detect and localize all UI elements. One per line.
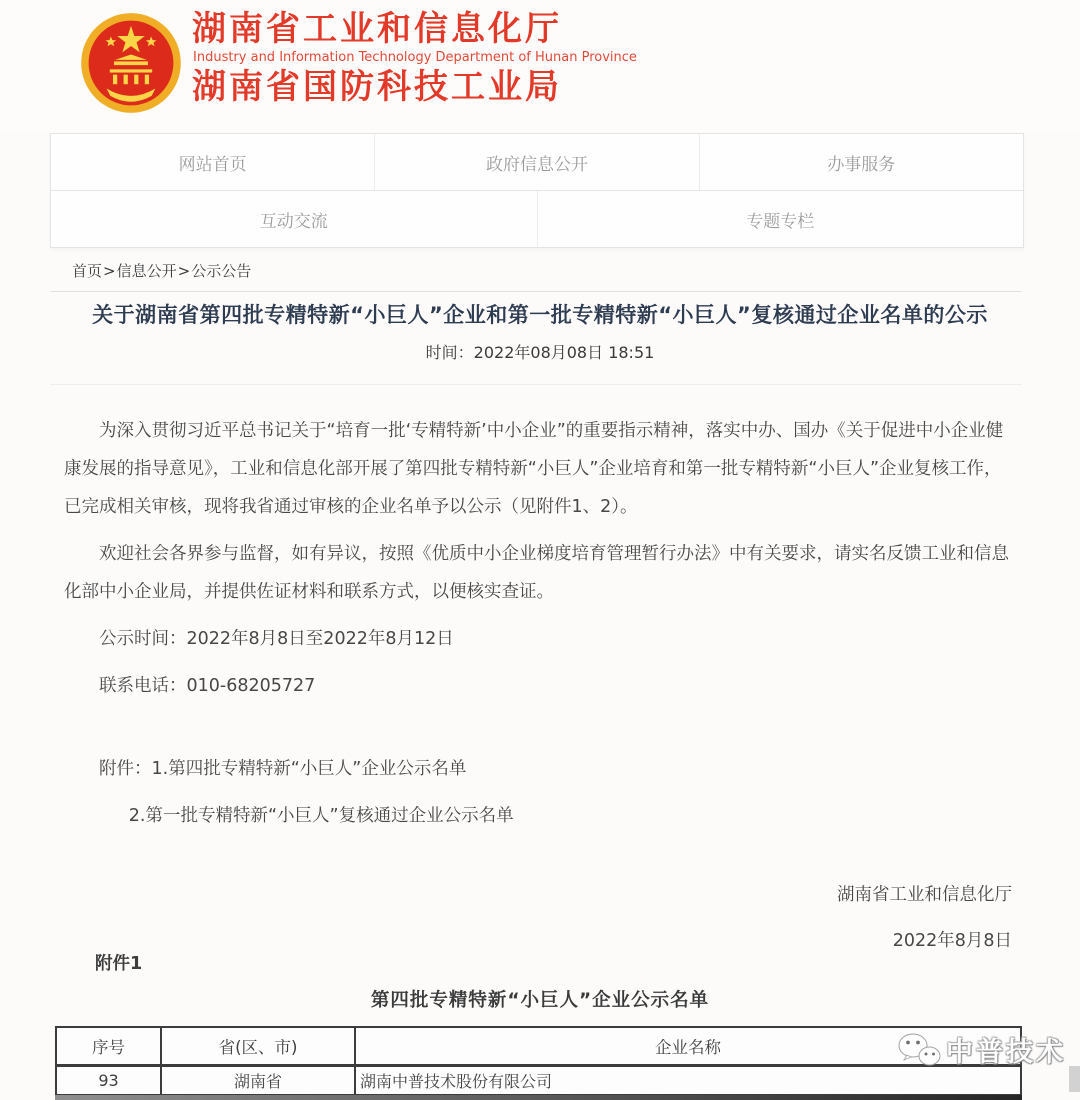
breadcrumb-separator: > bbox=[177, 262, 191, 280]
org-title-english: Industry and Information Technology Department of Hunan Province bbox=[193, 50, 637, 65]
article-body bbox=[64, 412, 1016, 844]
contact-phone: 联系电话：010-68205727 bbox=[99, 676, 316, 696]
nav-item-special-topics[interactable]: 专题专栏 bbox=[746, 211, 815, 232]
table-cell-region: 湖南省 bbox=[161, 1066, 355, 1096]
table-header-index: 序号 bbox=[56, 1027, 161, 1066]
spacer bbox=[64, 714, 1016, 750]
table-cell-index: 93 bbox=[56, 1066, 161, 1096]
breadcrumb-item-info-disclosure[interactable]: 信息公开 bbox=[116, 262, 177, 280]
body-paragraph-1: 为深入贯彻习近平总书记关于“培育一批‘专精特新’中小企业”的重要指示精神，落实中办、国办《关于促进中小企业健康发展的指导意见》，工业和信息化部开展了第四批专精特新“小巨人”企业培育和第一批专精特新“小巨人”企业复核工作，已完成相关审核，现将我省通过审核的企业名单予以公示（见附件1、2）。 bbox=[64, 421, 1004, 517]
divider bbox=[50, 384, 1022, 385]
publicity-period: 公示时间：2022年8月8日至2022年8月12日 bbox=[99, 629, 454, 649]
nav-item-interaction[interactable]: 互动交流 bbox=[51, 191, 538, 247]
watermark bbox=[896, 1030, 1066, 1069]
signature-block bbox=[837, 872, 1012, 964]
nav-row-1 bbox=[51, 134, 1023, 191]
main-nav bbox=[50, 133, 1024, 248]
org-title-block bbox=[192, 9, 637, 107]
org-title-primary: 湖南省工业和信息化厅 bbox=[192, 9, 562, 49]
table-header-row bbox=[56, 1027, 1021, 1066]
attachment-list-line-1: 附件：1.第四批专精特新“小巨人”企业公示名单 bbox=[99, 759, 467, 779]
breadcrumb-separator: > bbox=[103, 262, 116, 280]
attachment1-label: 附件1 bbox=[95, 954, 143, 974]
nav-item-home[interactable]: 网站首页 bbox=[51, 134, 375, 190]
right-edge-fragment bbox=[1069, 1066, 1080, 1092]
nav-item-gov-info[interactable]: 政府信息公开 bbox=[375, 134, 699, 190]
table-header-company: 企业名称 bbox=[355, 1027, 1021, 1066]
site-header bbox=[0, 0, 1080, 132]
nav-row-2 bbox=[51, 191, 1023, 247]
breadcrumb bbox=[72, 260, 251, 281]
nav-item-services[interactable]: 办事服务 bbox=[827, 154, 896, 175]
publish-time: 时间：2022年08月08日 18:51 bbox=[425, 343, 655, 362]
enterprise-table bbox=[55, 1026, 1022, 1096]
table-cell-company: 湖南中普技术股份有限公司 bbox=[355, 1066, 1021, 1096]
table-title: 第四批专精特新“小巨人”企业公示名单 bbox=[370, 990, 710, 1011]
table-header-region: 省(区、市) bbox=[161, 1027, 355, 1066]
divider bbox=[50, 291, 1022, 292]
signature-org: 湖南省工业和信息化厅 bbox=[837, 885, 1012, 905]
attachment-list-line-2: 2.第一批专精特新“小巨人”复核通过企业公示名单 bbox=[128, 806, 514, 826]
breadcrumb-item-public-notices: 公示公告 bbox=[191, 262, 252, 280]
body-paragraph-2: 欢迎社会各界参与监督，如有异议，按照《优质中小企业梯度培育管理暂行办法》中有关要求，请实名反馈工业和信息化部中小企业局，并提供佐证材料和联系方式，以便核实查证。 bbox=[64, 544, 1009, 602]
watermark-text: 中普技术 bbox=[946, 1037, 1066, 1068]
breadcrumb-item-home[interactable]: 首页 bbox=[72, 262, 103, 280]
wechat-logo-icon bbox=[896, 1032, 942, 1068]
signature-date: 2022年8月8日 bbox=[892, 931, 1012, 951]
page-title: 关于湖南省第四批专精特新“小巨人”企业和第一批专精特新“小巨人”复核通过企业名单的公示 bbox=[92, 303, 988, 327]
clipped-next-row-border bbox=[55, 1095, 1022, 1100]
table-row bbox=[56, 1066, 1021, 1096]
national-emblem-icon bbox=[78, 10, 184, 116]
org-title-secondary: 湖南省国防科技工业局 bbox=[192, 67, 562, 107]
